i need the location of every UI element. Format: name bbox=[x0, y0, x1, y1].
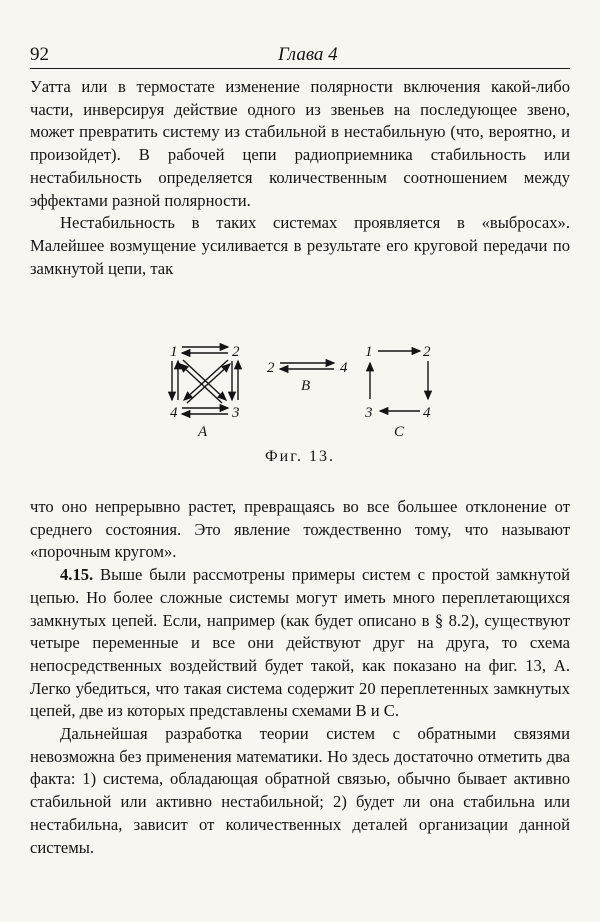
paragraph: Уатта или в термостате изменение полярности включения какой-либо части, инверсируя действие одного из звеньев на последующее звено, может превратить систему из стабильной в нестабильную (что, вероятно, и произойдет). В рабочей цепи радиоприемника стабильность или нестабильность определяется количественным соотношением между эффектами разной полярности. bbox=[30, 77, 570, 210]
paragraph: Нестабильность в таких системах проявляется в «выбросах». Малейшее возмущение усиливается в результате его круговой передачи по замкнутой цепи, так bbox=[30, 213, 570, 278]
running-head: Глава 4 bbox=[278, 44, 338, 65]
diagram-b-node-4: 4 bbox=[340, 360, 348, 376]
diagram-b-label: В bbox=[301, 378, 311, 394]
paragraph: Дальнейшая разработка теории систем с обратными связями невозможна без применения математики. Но здесь достаточно отметить два факта: 1) система, обладающая обратной связью, обычно бывает активно стабильной или активно нестабильной; 2) будет ли она стабильна или нестабильна, зависит от количественных деталей организации данной системы. bbox=[30, 724, 570, 857]
text-block-bottom bbox=[30, 496, 570, 859]
diagram-b bbox=[267, 360, 348, 394]
section-paragraph bbox=[30, 564, 570, 723]
diagram-c-node-2: 2 bbox=[423, 344, 431, 360]
figure-caption: Фиг. 13. bbox=[265, 448, 335, 465]
figure-13 bbox=[150, 336, 450, 472]
diagram-c-node-3: 3 bbox=[365, 405, 373, 421]
page-number: 92 bbox=[30, 44, 49, 65]
diagram-a-node-2: 2 bbox=[232, 344, 240, 360]
diagram-a-node-4: 4 bbox=[170, 405, 178, 421]
diagram-c-node-1: 1 bbox=[365, 344, 373, 360]
page-header bbox=[30, 44, 570, 69]
diagram-a bbox=[170, 344, 240, 440]
figure-diagrams bbox=[150, 336, 450, 446]
diagram-a-node-1: 1 bbox=[170, 344, 178, 360]
diagram-a-label: А bbox=[198, 424, 208, 440]
diagram-b-node-2: 2 bbox=[267, 360, 275, 376]
section-text: Выше были рассмотрены примеры систем с простой замкнутой цепью. Но более сложные системы могут иметь много переплетающихся замкнутых цепей. Если, например (как будет описано в § 8.2), существуют четыре переменные и все они действуют друг на друга, то схема непосредственных воздействий будет такой, как показано на фиг. 13, А. Легко убедиться, что такая система содержит 20 переплетенных замкнутых цепей, две из которых представлены схемами В и С. bbox=[30, 565, 570, 721]
diagram-a-node-3: 3 bbox=[232, 405, 240, 421]
text-block-top bbox=[30, 76, 570, 280]
paragraph: что оно непрерывно растет, превращаясь во все большее отклонение от среднего состояния. Это явление тождественно тому, что называют «порочным кругом». bbox=[30, 497, 570, 562]
diagram-c bbox=[364, 344, 431, 440]
diagram-c-node-4: 4 bbox=[423, 405, 431, 421]
section-number: 4.15. bbox=[60, 565, 94, 585]
diagram-c-label: С bbox=[394, 424, 405, 440]
